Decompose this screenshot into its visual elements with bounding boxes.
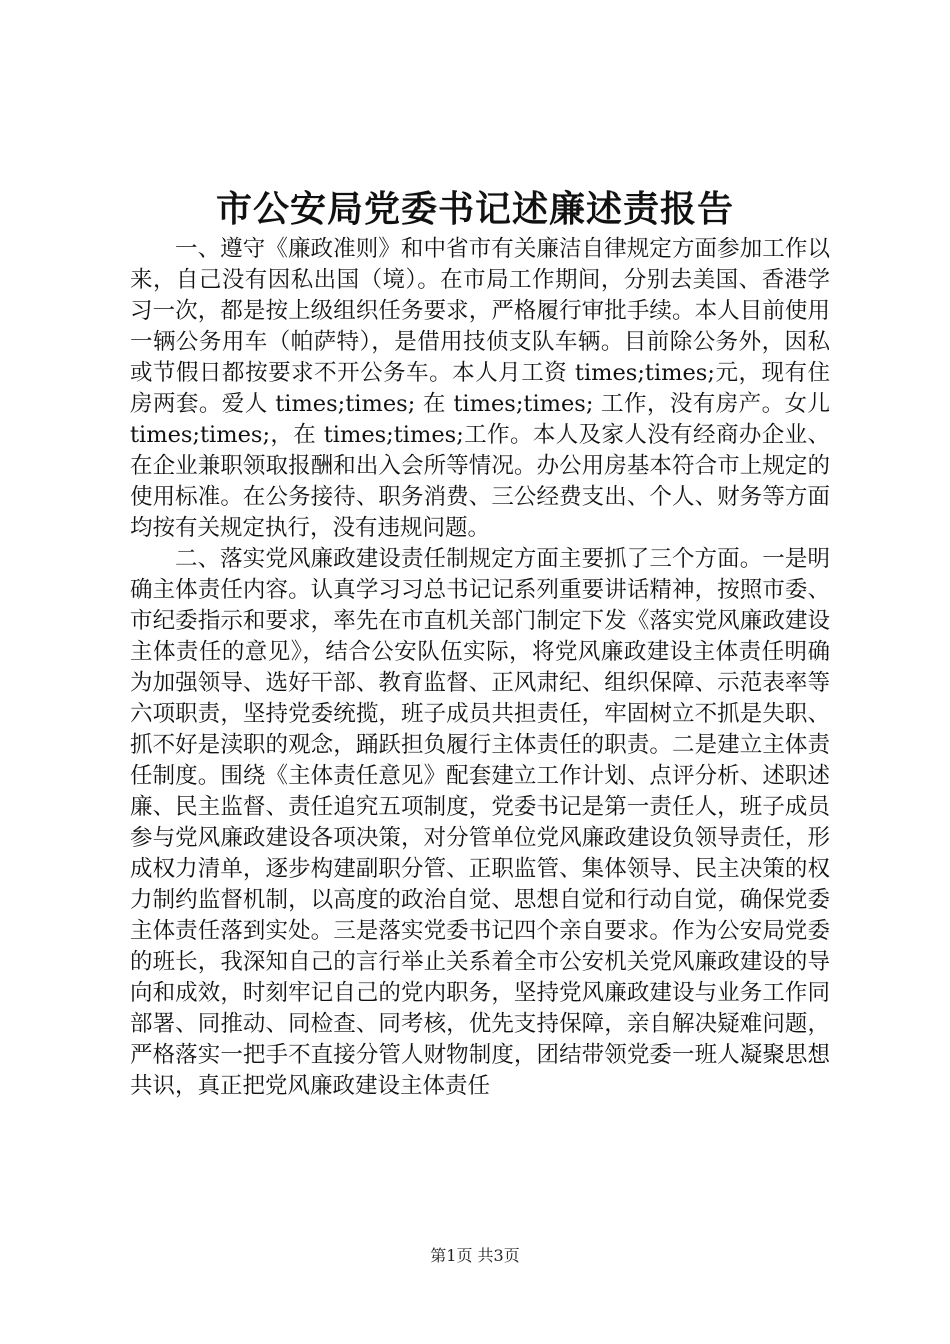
page-number: 第1页 共3页 [430, 1246, 520, 1265]
paragraph-1: 一、遵守《廉政准则》和中省市有关廉洁自律规定方面参加工作以来，自己没有因私出国（境）。在市局工作期间，分别去美国、香港学习一次，都是按上级组织任务要求，严格履行审批手续。本人目前使用一辆公务用车（帕萨特），是借用技侦支队车辆。目前除公务外，因私或节假日都按要求不开公务车。本人月工资 times;times;元，现有住房两套。爱人 times;times; 在 times;times; 工作，没有房产。女儿 times;times;，在 times;times;工作。本人及家人没有经商办企业、在企业兼职领取报酬和出入会所等情况。办公用房基本符合市上规定的使用标准。在公务接待、职务消费、三公经费支出、个人、财务等方面均按有关规定执行，没有违规问题。 [130, 236, 830, 541]
paragraph-2: 二、落实党风廉政建设责任制规定方面主要抓了三个方面。一是明确主体责任内容。认真学习习总书记记系列重要讲话精神，按照市委、市纪委指示和要求，率先在市直机关部门制定下发《落实党风廉政建设主体责任的意见》，结合公安队伍实际，将党风廉政建设主体责任明确为加强领导、选好干部、教育监督、正风肃纪、组织保障、示范表率等六项职责，坚持党委统揽，班子成员共担责任，牢固树立不抓是失职、抓不好是渎职的观念，踊跃担负履行主体责任的职责。二是建立主体责任制度。围绕《主体责任意见》配套建立工作计划、点评分析、述职述廉、民主监督、责任追究五项制度，党委书记是第一责任人，班子成员参与党风廉政建设各项决策，对分管单位党风廉政建设负领导责任，形成权力清单，逐步构建副职分管、正职监管、集体领导、民主决策的权力制约监督机制，以高度的政治自觉、思想自觉和行动自觉，确保党委主体责任落到实处。三是落实党委书记四个亲自要求。作为公安局党委的班长，我深知自己的言行举止关系着全市公安机关党风廉政建设的导向和成效，时刻牢记自己的党内职务，坚持党风廉政建设与业务工作同部署、同推动、同检查、同考核，优先支持保障，亲自解决疑难问题，严格落实一把手不直接分管人财物制度，团结带领党委一班人凝聚思想共识，真正把党风廉政建设主体责任 [130, 546, 830, 1099]
document-body [130, 234, 830, 1102]
document-title: 市公安局党委书记述廉述责报告 [215, 188, 734, 230]
